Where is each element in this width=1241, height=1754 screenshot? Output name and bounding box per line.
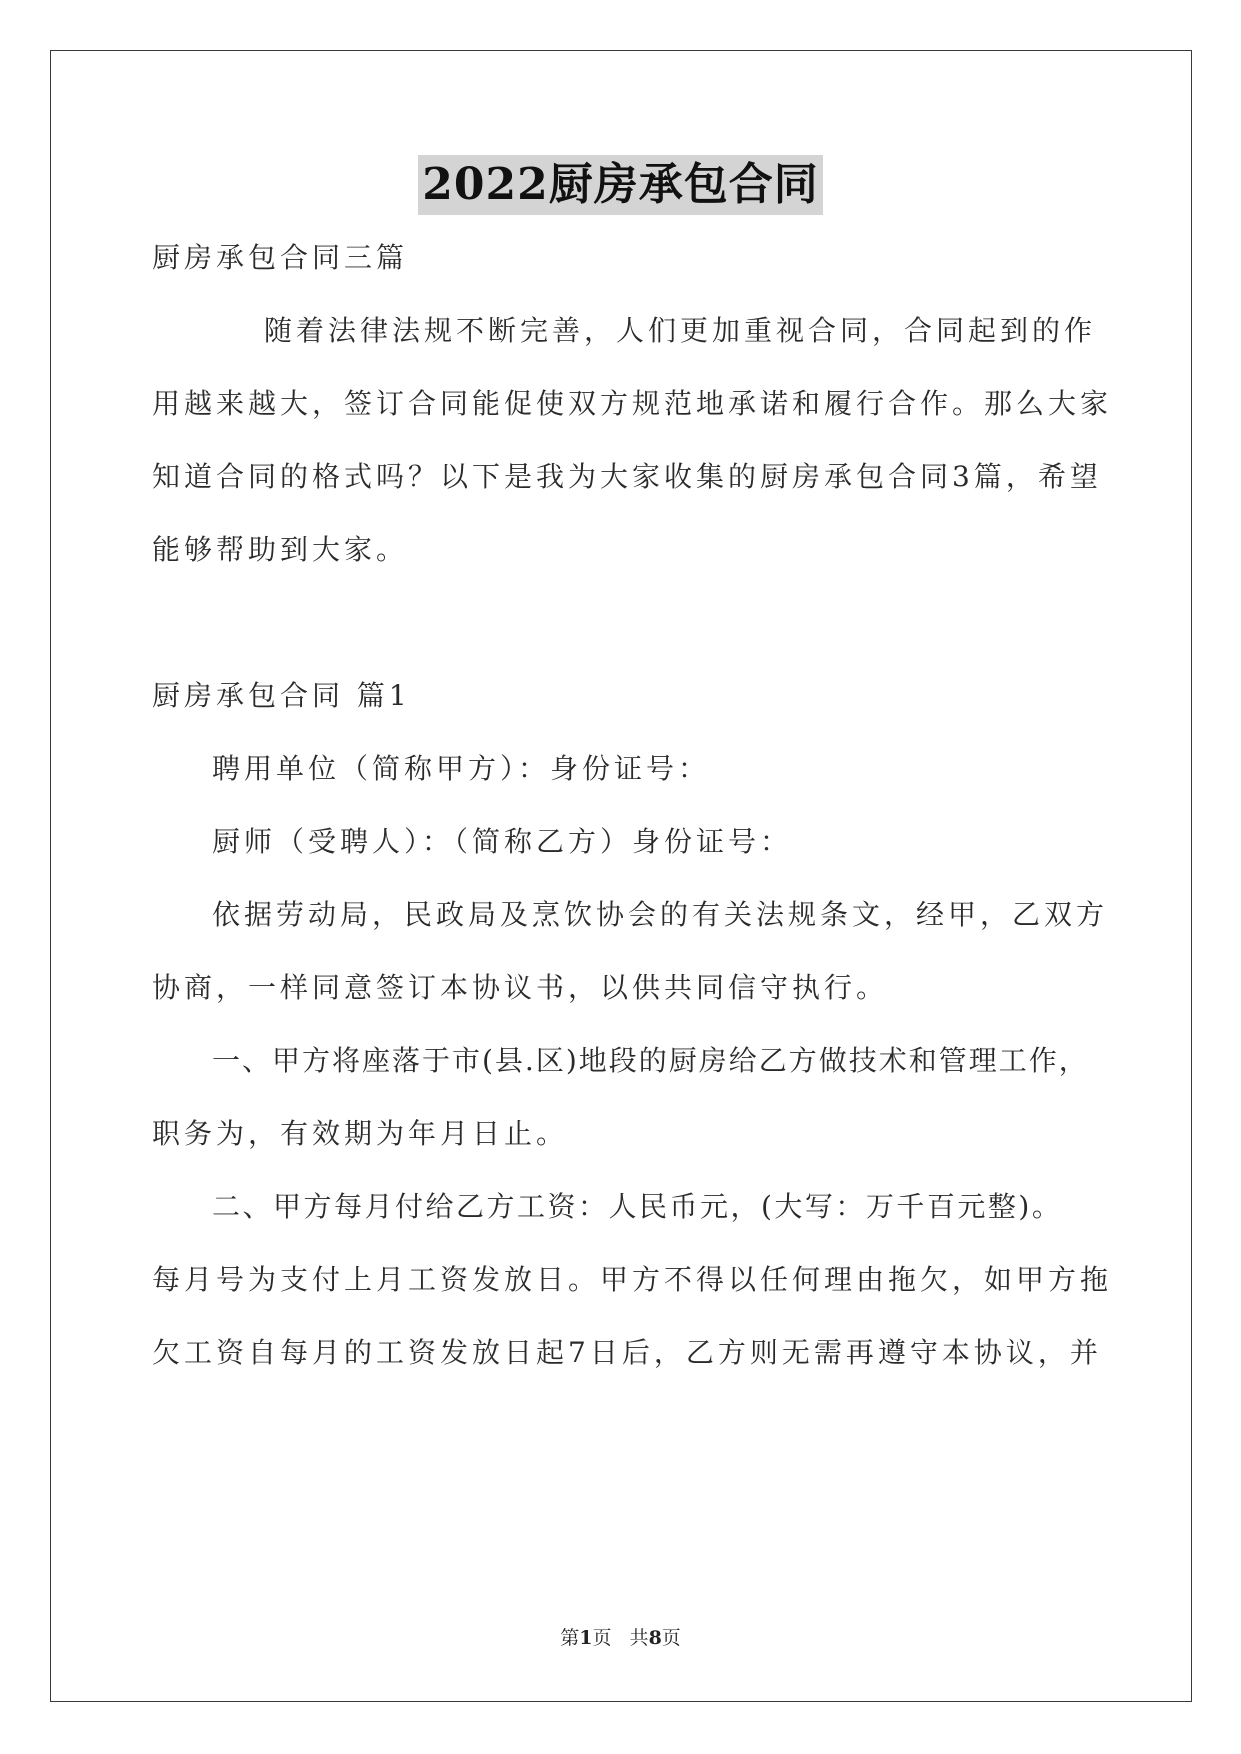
section-heading: 厨房承包合同 篇1	[152, 679, 411, 712]
footer-total-pages: 8	[648, 1627, 662, 1649]
paragraph-line: 随着法律法规不断完善，人们更加重视合同，合同起到的作	[264, 314, 1097, 347]
paragraph-line: 欠工资自每月的工资发放日起7日后，乙方则无需再遵守本协议，并	[152, 1336, 1102, 1369]
page-border	[50, 50, 1192, 1702]
footer-current-page: 1	[579, 1627, 593, 1649]
paragraph-line: 职务为，有效期为年月日止。	[152, 1117, 569, 1150]
page-footer	[0, 1625, 1241, 1651]
paragraph-line: 厨师（受聘人）：（简称乙方）身份证号：	[212, 825, 793, 858]
title-container	[0, 155, 1241, 215]
paragraph-line: 聘用单位（简称甲方）：身份证号：	[212, 752, 711, 785]
paragraph-line: 依据劳动局，民政局及烹饮协会的有关法规条文，经甲，乙双方	[212, 898, 1109, 931]
footer-mid: 页 共	[592, 1627, 649, 1649]
footer-prefix: 第	[560, 1627, 580, 1649]
paragraph-line: 一、甲方将座落于市(县.区)地段的厨房给乙方做技术和管理工作，	[212, 1044, 1089, 1077]
paragraph-line: 协商，一样同意签订本协议书，以供共同信守执行。	[152, 971, 889, 1004]
subtitle: 厨房承包合同三篇	[152, 241, 409, 274]
paragraph-line: 每月号为支付上月工资发放日。甲方不得以任何理由拖欠，如甲方拖	[152, 1263, 1113, 1296]
footer-suffix: 页	[661, 1627, 681, 1649]
document-title: 2022厨房承包合同	[418, 155, 822, 215]
paragraph-line: 知道合同的格式吗？以下是我为大家收集的厨房承包合同3篇，希望	[152, 460, 1102, 493]
paragraph-line: 二、甲方每月付给乙方工资：人民币元，(大写：万千百元整)。	[212, 1190, 1063, 1223]
paragraph-line: 能够帮助到大家。	[152, 533, 409, 566]
paragraph-line: 用越来越大，签订合同能促使双方规范地承诺和履行合作。那么大家	[152, 387, 1113, 420]
